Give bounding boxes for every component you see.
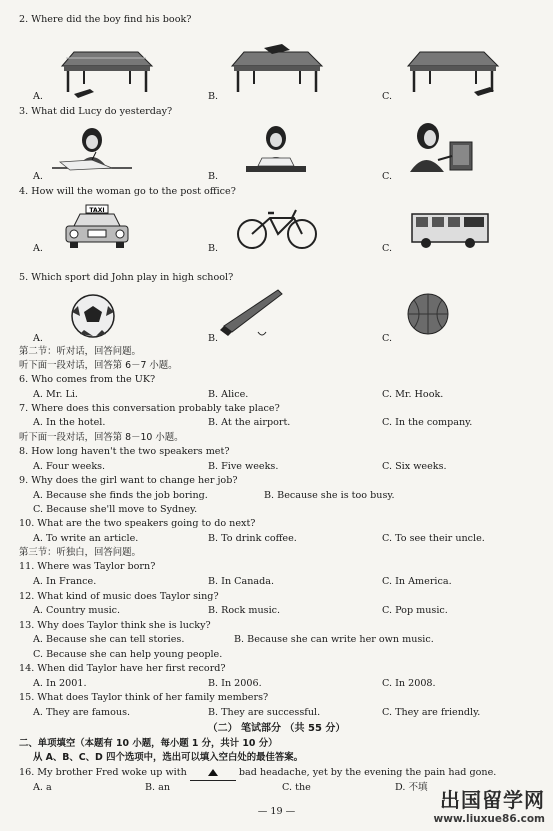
triangle-marker-icon <box>208 769 218 776</box>
table-with-book-on-top-image <box>226 28 326 98</box>
option-14c: C. In 2008. <box>382 678 436 689</box>
part-2-title: （二） 笔试部分 （共 55 分） <box>207 723 346 734</box>
option-9b: B. Because she is too busy. <box>264 490 395 501</box>
option-10b: B. To drink coffee. <box>208 533 297 544</box>
option-4b: B. <box>208 243 219 254</box>
basketball-image <box>404 292 454 338</box>
question-16-text-after: bad headache, yet by the evening the pain had gone. <box>238 767 497 778</box>
option-16a: A. a <box>33 782 52 793</box>
girl-using-computer-image <box>402 120 482 180</box>
option-14b: B. In 2006. <box>208 678 262 689</box>
option-7b: B. At the airport. <box>208 417 291 428</box>
question-15: 15. What does Taylor think of her family members? <box>19 692 269 703</box>
option-12a: A. Country music. <box>33 605 121 616</box>
question-10: 10. What are the two speakers going to do next? <box>19 518 256 529</box>
option-11c: C. In America. <box>382 576 452 587</box>
question-14: 14. When did Taylor have her first record? <box>19 663 226 674</box>
baseball-bat-image <box>220 286 284 344</box>
option-10c: C. To see their uncle. <box>382 533 485 544</box>
table-with-book-on-floor-image <box>56 28 156 98</box>
option-7a: A. In the hotel. <box>33 417 106 428</box>
question-4: 4. How will the woman go to the post office? <box>19 186 236 197</box>
question-8: 8. How long haven't the two speakers met? <box>19 446 230 457</box>
option-3c: C. <box>382 171 393 182</box>
girl-writing-at-desk-image <box>52 122 132 180</box>
question-16-text-before: 16. My brother Fred woke up with <box>19 767 187 778</box>
option-13b: B. Because she can write her own music. <box>234 634 434 645</box>
part-2-section-heading: 二、单项填空（本题有 10 小题，每小题 1 分，共计 10 分） <box>19 738 278 749</box>
option-8c: C. Six weeks. <box>382 461 447 472</box>
option-14a: A. In 2001. <box>33 678 87 689</box>
bus-image <box>406 208 492 250</box>
page-number: — 19 — <box>257 806 296 817</box>
option-5c: C. <box>382 333 393 344</box>
question-6: 6. Who comes from the UK? <box>19 374 156 385</box>
bicycle-image <box>234 204 320 250</box>
section-2-title: 第二节：听对话，回答问题。 <box>19 346 141 357</box>
section-3-title: 第三节：听独白，回答问题。 <box>19 547 141 558</box>
option-2a: A. <box>33 91 43 102</box>
option-12c: C. Pop music. <box>382 605 448 616</box>
option-11a: A. In France. <box>33 576 97 587</box>
watermark-brand: 出国留学网 <box>440 788 545 812</box>
option-16d: D. 不填 <box>395 782 428 793</box>
question-5: 5. Which sport did John play in high school? <box>19 272 234 283</box>
question-7: 7. Where does this conversation probably take place? <box>19 403 280 414</box>
option-8b: B. Five weeks. <box>208 461 279 472</box>
option-2b: B. <box>208 91 219 102</box>
question-2: 2. Where did the boy find his book? <box>19 14 192 25</box>
table-with-book-beside-image <box>402 28 502 98</box>
girl-reading-image <box>236 122 316 180</box>
taxi-sign-text: TAXI <box>89 207 105 214</box>
part-2-instructions: 从 A、B、C、D 四个选项中，选出可以填入空白处的最佳答案。 <box>33 752 303 763</box>
section-2-intro-2: 听下面一段对话，回答第 8－10 小题。 <box>19 432 184 443</box>
option-12b: B. Rock music. <box>208 605 281 616</box>
option-3b: B. <box>208 171 219 182</box>
option-15b: B. They are successful. <box>208 707 321 718</box>
option-9c: C. Because she'll move to Sydney. <box>33 504 198 515</box>
option-8a: A. Four weeks. <box>33 461 106 472</box>
option-4c: C. <box>382 243 393 254</box>
option-16b: B. an <box>145 782 171 793</box>
question-12: 12. What kind of music does Taylor sing? <box>19 591 219 602</box>
option-6a: A. Mr. Li. <box>33 389 78 400</box>
watermark-url: www.liuxue86.com <box>433 813 545 825</box>
option-5b: B. <box>208 333 219 344</box>
option-16c: C. the <box>282 782 311 793</box>
answer-blank <box>190 768 236 781</box>
option-2c: C. <box>382 91 393 102</box>
question-3: 3. What did Lucy do yesterday? <box>19 106 173 117</box>
section-2-intro: 听下面一段对话，回答第 6－7 小题。 <box>19 360 178 371</box>
watermark <box>434 784 545 825</box>
option-10a: A. To write an article. <box>33 533 139 544</box>
option-15a: A. They are famous. <box>33 707 131 718</box>
option-7c: C. In the company. <box>382 417 473 428</box>
question-9: 9. Why does the girl want to change her job? <box>19 475 238 486</box>
option-4a: A. <box>33 243 43 254</box>
option-3a: A. <box>33 171 43 182</box>
option-5a: A. <box>33 333 43 344</box>
soccer-ball-image <box>66 292 120 340</box>
question-16 <box>19 767 496 780</box>
option-6c: C. Mr. Hook. <box>382 389 444 400</box>
taxi-image <box>62 202 132 250</box>
option-15c: C. They are friendly. <box>382 707 481 718</box>
option-13c: C. Because she can help young people. <box>33 649 223 660</box>
option-6b: B. Alice. <box>208 389 249 400</box>
option-11b: B. In Canada. <box>208 576 275 587</box>
option-13a: A. Because she can tell stories. <box>33 634 185 645</box>
option-9a: A. Because she finds the job boring. <box>33 490 208 501</box>
question-13: 13. Why does Taylor think she is lucky? <box>19 620 211 631</box>
question-11: 11. Where was Taylor born? <box>19 561 156 572</box>
